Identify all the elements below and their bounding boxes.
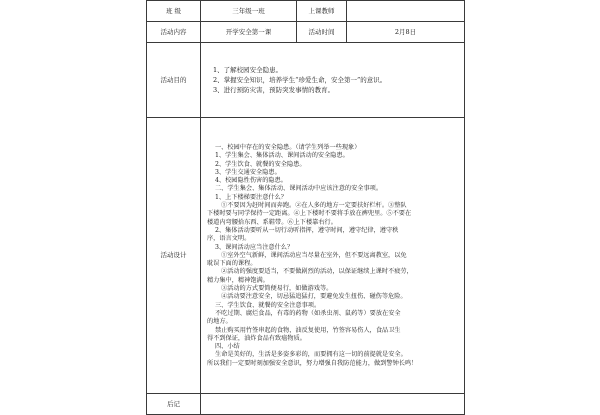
section-heading: 三、学生饮食、就餐的安全注意事项。 [215, 301, 321, 309]
design-line: 1、上下楼梯要注意什么？ [215, 193, 287, 201]
afterword-value [201, 394, 465, 415]
section-heading: 四、小结 [215, 343, 240, 351]
design-line: 精力集中，精神饱满。 [207, 276, 269, 284]
design-line: 所以我们一定要时刻加强安全意识，努力增强自我防范能力，做到警钟长鸣！ [207, 359, 418, 367]
design-line: 的地方。 [207, 318, 232, 326]
goal-item: 3、进行预防灾害，预防突发事情的教育。 [213, 86, 335, 95]
design-line: 序，语言文明。 [207, 235, 251, 243]
goal-item: 1、了解校园安全隐患。 [213, 65, 283, 74]
design-line: 3、课间活动应当注意什么？ [215, 243, 294, 251]
design-line: 楼道内弯腰拾东西、系鞋带。⑥上下楼靠右行。 [207, 218, 337, 226]
design-line: 下楼时要与同学保持一定距离。④上下楼时不要将手放在裤兜里。⑤不要在 [207, 210, 412, 218]
afterword-label: 后记 [147, 394, 201, 415]
design-line: ③活动的方式要简便易行，如做游戏等。 [221, 285, 333, 293]
activity-label: 活动内容 [147, 22, 201, 43]
design-line: 不吃过期、腐烂食品，有毒的药物（如杀虫剂、鼠药等）要放在安全 [215, 309, 401, 317]
goal-list [201, 66, 464, 94]
afterword-row [147, 394, 465, 415]
design-line: ④活动要注意安全，切忌猛追猛打，要避免发生扭伤、碰伤等危险。 [221, 293, 407, 301]
section-heading: 二、学生集会、集体活动、课间活动中应该注意的安全事项。 [215, 185, 383, 193]
time-label: 活动时间 [297, 22, 347, 43]
section-heading: 一、校园中存在的安全隐患。（请学生列举一些现象） [215, 143, 361, 151]
design-line: ①不要因为赶时间而奔跑。②在人多的地方一定要扶好栏杆。③整队 [221, 202, 407, 210]
design-cell [201, 118, 465, 394]
activity-value: 开学安全第一课 [201, 22, 297, 43]
design-line: 得不到保证，油炸食品有致癌物质。 [207, 334, 306, 342]
lesson-plan-sheet [146, 0, 464, 408]
design-row [147, 118, 465, 394]
design-line: 1、学生集会、集体活动、课间活动的安全隐患。 [215, 152, 349, 160]
design-content [201, 141, 464, 370]
lesson-plan-table [146, 0, 465, 415]
design-line: 3、学生交通安全隐患。 [215, 168, 281, 176]
design-line: 禁止购买用竹签串起的食物，油反复使用，竹签容易伤人，食品卫生 [215, 326, 401, 334]
design-line: 生命是美好的，生活是多姿多彩的，而要拥有这一切的前提就是安全。 [215, 351, 407, 359]
goal-cell [201, 43, 465, 118]
time-value: 2月8日 [347, 22, 465, 43]
design-line: 2、学生饮食、就餐的安全隐患。 [215, 160, 306, 168]
goal-row [147, 43, 465, 118]
class-row [147, 1, 465, 22]
goal-label: 活动目的 [147, 43, 201, 118]
goal-item: 2、掌握安全知识，培养学生“珍爱生命，安全第一”的意识。 [213, 75, 387, 84]
class-value: 三年级一班 [201, 1, 297, 22]
teacher-value [347, 1, 465, 22]
design-label: 活动设计 [147, 118, 201, 394]
class-label: 班 级 [147, 1, 201, 22]
design-line: 2、集体活动要听从一切行动听指挥，遵守时间，遵守纪律，遵守秩 [215, 226, 399, 234]
design-line: ②活动的强度要适当，不要做剧烈的活动，以保证继续上课时不疲劳， [221, 268, 413, 276]
design-line: ①室外空气新鲜，课间活动应当尽量在室外，但不要远离教室，以免 [221, 251, 407, 259]
teacher-label: 上课教师 [297, 1, 347, 22]
design-line: 4、校园隐性伤害的隐患。 [215, 177, 287, 185]
design-line: 耽误下面的课程。 [207, 260, 257, 268]
activity-row [147, 22, 465, 43]
